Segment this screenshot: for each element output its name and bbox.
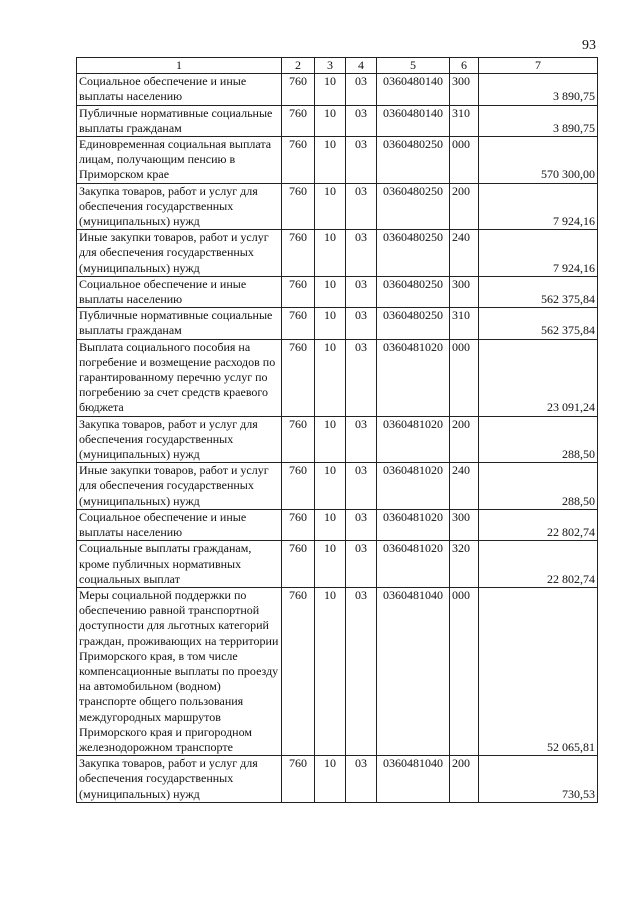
row-code-4: 03 xyxy=(346,509,377,540)
row-code-4: 03 xyxy=(346,230,377,277)
row-name: Закупка товаров, работ и услуг для обеспечения государственных (муниципальных) нужд xyxy=(77,183,282,230)
row-name: Единовременная социальная выплата лицам, получающим пенсию в Приморском крае xyxy=(77,137,282,184)
column-header-1: 1 xyxy=(77,58,282,74)
row-name: Публичные нормативные социальные выплаты гражданам xyxy=(77,105,282,136)
row-name: Социальное обеспечение и иные выплаты населению xyxy=(77,276,282,307)
table-row xyxy=(77,137,598,184)
row-code-2: 760 xyxy=(282,183,315,230)
row-code-2: 760 xyxy=(282,339,315,416)
row-code-5: 0360480140 xyxy=(377,105,450,136)
row-code-6: 000 xyxy=(450,587,479,755)
row-code-3: 10 xyxy=(315,74,346,105)
row-code-2: 760 xyxy=(282,416,315,463)
row-code-2: 760 xyxy=(282,276,315,307)
table-row xyxy=(77,183,598,230)
row-code-2: 760 xyxy=(282,756,315,803)
table-row xyxy=(77,756,598,803)
row-code-4: 03 xyxy=(346,308,377,339)
row-code-2: 760 xyxy=(282,308,315,339)
row-name: Меры социальной поддержки по обеспечению равной транспортной доступности для льготных категорий граждан, проживающих на территории Приморского края, в том числе компенсационные выплаты по проезду на автомобильном (водном) транспорте общего пользования междугородных маршрутов Приморского края и пригородном железнодорожном транспорте xyxy=(77,587,282,755)
row-code-4: 03 xyxy=(346,339,377,416)
row-code-5: 0360480250 xyxy=(377,276,450,307)
row-code-5: 0360481040 xyxy=(377,587,450,755)
column-header-2: 2 xyxy=(282,58,315,74)
row-code-3: 10 xyxy=(315,308,346,339)
row-amount: 23 091,24 xyxy=(479,339,598,416)
row-amount: 52 065,81 xyxy=(479,587,598,755)
row-amount: 562 375,84 xyxy=(479,276,598,307)
row-code-5: 0360481020 xyxy=(377,509,450,540)
row-code-5: 0360480140 xyxy=(377,74,450,105)
row-name: Иные закупки товаров, работ и услуг для обеспечения государственных (муниципальных) нужд xyxy=(77,230,282,277)
row-amount: 22 802,74 xyxy=(479,509,598,540)
row-amount: 562 375,84 xyxy=(479,308,598,339)
row-amount: 570 300,00 xyxy=(479,137,598,184)
row-code-5: 0360480250 xyxy=(377,308,450,339)
row-code-3: 10 xyxy=(315,105,346,136)
budget-table xyxy=(76,57,598,803)
row-name: Закупка товаров, работ и услуг для обеспечения государственных (муниципальных) нужд xyxy=(77,416,282,463)
row-amount: 7 924,16 xyxy=(479,230,598,277)
column-header-6: 6 xyxy=(450,58,479,74)
table-row xyxy=(77,541,598,588)
row-code-3: 10 xyxy=(315,587,346,755)
table-row xyxy=(77,105,598,136)
row-code-4: 03 xyxy=(346,74,377,105)
row-code-5: 0360481020 xyxy=(377,463,450,510)
row-code-3: 10 xyxy=(315,183,346,230)
row-code-4: 03 xyxy=(346,587,377,755)
row-code-5: 0360480250 xyxy=(377,230,450,277)
row-code-2: 760 xyxy=(282,230,315,277)
row-code-4: 03 xyxy=(346,276,377,307)
row-code-3: 10 xyxy=(315,276,346,307)
row-code-3: 10 xyxy=(315,756,346,803)
row-code-6: 200 xyxy=(450,183,479,230)
row-code-5: 0360481040 xyxy=(377,756,450,803)
row-code-3: 10 xyxy=(315,463,346,510)
row-code-2: 760 xyxy=(282,541,315,588)
row-name: Выплата социального пособия на погребение и возмещение расходов по гарантированному перечню услуг по погребению за счет средств краевого бюджета xyxy=(77,339,282,416)
row-code-6: 300 xyxy=(450,74,479,105)
row-code-2: 760 xyxy=(282,463,315,510)
row-code-6: 200 xyxy=(450,756,479,803)
table-row xyxy=(77,276,598,307)
row-code-6: 240 xyxy=(450,230,479,277)
page-number: 93 xyxy=(582,38,596,53)
table-row xyxy=(77,74,598,105)
column-header-4: 4 xyxy=(346,58,377,74)
row-code-2: 760 xyxy=(282,587,315,755)
row-code-6: 200 xyxy=(450,416,479,463)
table-body xyxy=(77,58,598,803)
row-code-4: 03 xyxy=(346,105,377,136)
row-amount: 22 802,74 xyxy=(479,541,598,588)
row-code-6: 320 xyxy=(450,541,479,588)
row-code-6: 240 xyxy=(450,463,479,510)
row-name: Закупка товаров, работ и услуг для обеспечения государственных (муниципальных) нужд xyxy=(77,756,282,803)
table-row xyxy=(77,230,598,277)
row-name: Социальные выплаты гражданам, кроме публичных нормативных социальных выплат xyxy=(77,541,282,588)
row-code-4: 03 xyxy=(346,756,377,803)
row-code-3: 10 xyxy=(315,339,346,416)
row-code-4: 03 xyxy=(346,416,377,463)
row-amount: 3 890,75 xyxy=(479,105,598,136)
table-row xyxy=(77,308,598,339)
row-code-3: 10 xyxy=(315,416,346,463)
row-code-6: 000 xyxy=(450,137,479,184)
table-row xyxy=(77,463,598,510)
table-row xyxy=(77,587,598,755)
row-code-4: 03 xyxy=(346,463,377,510)
table-row xyxy=(77,416,598,463)
row-amount: 3 890,75 xyxy=(479,74,598,105)
row-code-6: 000 xyxy=(450,339,479,416)
row-code-4: 03 xyxy=(346,183,377,230)
row-amount: 288,50 xyxy=(479,416,598,463)
row-code-3: 10 xyxy=(315,230,346,277)
row-code-3: 10 xyxy=(315,509,346,540)
row-code-2: 760 xyxy=(282,74,315,105)
row-code-5: 0360481020 xyxy=(377,541,450,588)
row-code-5: 0360481020 xyxy=(377,339,450,416)
row-code-3: 10 xyxy=(315,137,346,184)
row-code-4: 03 xyxy=(346,137,377,184)
row-amount: 288,50 xyxy=(479,463,598,510)
row-code-5: 0360480250 xyxy=(377,137,450,184)
row-code-2: 760 xyxy=(282,137,315,184)
column-header-7: 7 xyxy=(479,58,598,74)
column-header-3: 3 xyxy=(315,58,346,74)
row-code-6: 310 xyxy=(450,308,479,339)
row-code-3: 10 xyxy=(315,541,346,588)
row-code-6: 300 xyxy=(450,509,479,540)
table-header-row xyxy=(77,58,598,74)
row-amount: 730,53 xyxy=(479,756,598,803)
row-name: Публичные нормативные социальные выплаты гражданам xyxy=(77,308,282,339)
column-header-5: 5 xyxy=(377,58,450,74)
row-name: Социальное обеспечение и иные выплаты населению xyxy=(77,74,282,105)
table-row xyxy=(77,339,598,416)
row-code-2: 760 xyxy=(282,509,315,540)
row-code-6: 310 xyxy=(450,105,479,136)
table-row xyxy=(77,509,598,540)
row-name: Социальное обеспечение и иные выплаты населению xyxy=(77,509,282,540)
row-code-5: 0360481020 xyxy=(377,416,450,463)
row-code-4: 03 xyxy=(346,541,377,588)
row-code-6: 300 xyxy=(450,276,479,307)
row-code-5: 0360480250 xyxy=(377,183,450,230)
row-amount: 7 924,16 xyxy=(479,183,598,230)
row-name: Иные закупки товаров, работ и услуг для обеспечения государственных (муниципальных) нужд xyxy=(77,463,282,510)
row-code-2: 760 xyxy=(282,105,315,136)
